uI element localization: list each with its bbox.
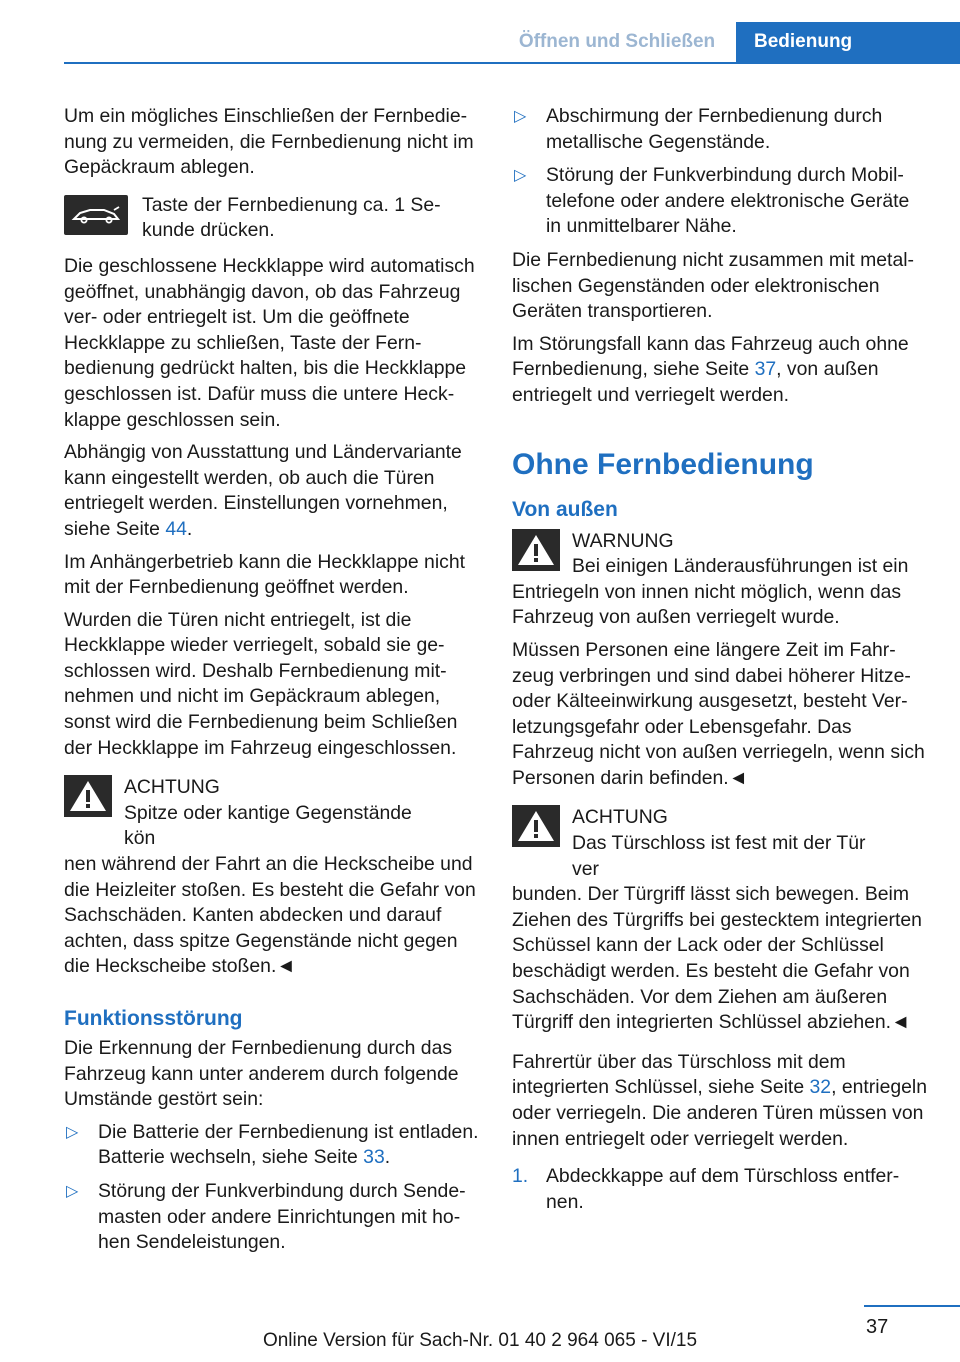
section-heading: Von außen xyxy=(512,497,618,521)
left-column xyxy=(64,104,480,1264)
list-item: ▷ Störung der Funkverbindung durch Sendemasten oder andere Einrichtungen mit hohen Sendeleistungen. xyxy=(64,1179,480,1256)
paragraph: Im Anhängerbetrieb kann die Heckklappe nicht mit der Fernbedienung geöffnet werden. xyxy=(64,550,465,599)
paragraph: Die geschlossene Heckklappe wird automatisch geöffnet, unabhängig davon, ob das Fahrzeug ver- oder entriegelt ist. Um die geöffnete Heckklappe zu schließen, Taste der Fernbedienung gedrückt halten, bis die Heckklappe geschlossen ist. Dafür muss die untere Heckklappe geschlossen sein. xyxy=(64,254,475,431)
page-link-32[interactable]: 32 xyxy=(809,1076,832,1099)
step-item: 1. Abdeckkappe auf dem Türschloss entfernen. xyxy=(512,1164,928,1215)
paragraph: Die Erkennung der Fernbedienung durch das Fahrzeug kann unter anderem durch folgende Umstände gestört sein: xyxy=(64,1037,459,1111)
paragraph: Abhängig von Ausstattung und Ländervariante kann eingestellt werden, ob auch die Türen entriegelt werden. Einstellungen vornehmen, siehe Seite 44. xyxy=(64,441,462,540)
page-number: 37 xyxy=(866,1316,889,1338)
caution-title: ACHTUNG xyxy=(124,776,220,799)
warning-triangle-icon xyxy=(512,805,560,847)
warning-triangle-icon xyxy=(64,775,112,817)
paragraph: Im Störungsfall kann das Fahrzeug auch ohne Fernbedienung, siehe Seite 37, von außen entriegelt und verriegelt werden. xyxy=(512,332,909,406)
page-link-33[interactable]: 33 xyxy=(363,1146,385,1169)
caution-title: ACHTUNG xyxy=(572,806,668,829)
list-item: ▷ Abschirmung der Fernbedienung durch metallische Gegenstände. xyxy=(512,104,928,155)
paragraph: Um ein mögliches Einschließen der Fernbedienung zu vermeiden, die Fernbedienung nicht im Gepäckraum ablegen. xyxy=(64,105,474,179)
footer-version-text: Online Version für Sach-Nr. 01 40 2 964 065 - VI/15 xyxy=(262,1330,698,1351)
step-number: 1. xyxy=(512,1165,529,1188)
section-heading: Funktionsstörung xyxy=(64,1007,243,1030)
remote-key-instruction xyxy=(64,193,480,244)
list-item: ▷ Die Batterie der Fernbedienung ist entladen. Batterie wechseln, siehe Seite 33. xyxy=(64,1120,480,1171)
bullet-triangle-icon: ▷ xyxy=(66,1182,79,1200)
caution-body: nen während der Fahrt an die Heckscheibe und die Heizleiter stoßen. Es besteht die Gefahr von Sachschäden. Kanten abdecken und darauf achten, dass spitze Gegenstände nicht gegen die Heckscheibe stoßen.◄ xyxy=(64,853,476,978)
bullet-triangle-icon: ▷ xyxy=(514,108,527,125)
bullet-triangle-icon: ▷ xyxy=(514,167,527,185)
caution-body: bunden. Der Türgriff lässt sich bewegen. Beim Ziehen des Türgriffs bei gestecktem integrierten Schüssel kann der Lack oder der Schlüssel beschädigt werden. Es besteht die Gefahr von Sachschäden. Vor dem Ziehen am äußeren Türgriff den integrierten Schlüssel abziehen.◄ xyxy=(512,883,922,1034)
warning-body: Entriegeln von innen nicht möglich, wenn das Fahrzeug von außen verriegelt wurde. xyxy=(512,580,902,629)
caution-lead: Das Türschloss ist fest mit der Tür ver xyxy=(572,832,866,880)
warning-body: Müssen Personen eine längere Zeit im Fahrzeug verbringen und sind dabei höherer Hitze- oder Kälteeinwirkung ausgesetzt, besteht Verletzungsgefahr oder Lebensgefahr. Das Fahrzeug nicht von außen verriegeln, wenn sich Personen darin befinden.◄ xyxy=(512,638,925,789)
header-rule xyxy=(64,62,960,64)
warning-triangle-icon xyxy=(512,529,560,571)
caution-lead: Spitze oder kantige Gegenstände kön xyxy=(124,801,412,850)
list-item: ▷ Störung der Funkverbindung durch Mobiltelefone oder andere elektronische Geräte in unmittelbarer Nähe. xyxy=(512,163,928,240)
paragraph: Die Fernbedienung nicht zusammen mit metallischen Gegenständen oder elektronischen Geräten transportieren. xyxy=(512,248,915,323)
page-link-37[interactable]: 37 xyxy=(754,358,777,381)
caution-block xyxy=(512,805,928,1035)
warning-lead: Bei einigen Länderausführungen ist ein xyxy=(572,555,909,578)
warning-title: WARNUNG xyxy=(572,529,674,552)
right-column xyxy=(512,104,928,1223)
paragraph: Fahrertür über das Türschloss mit dem integrierten Schlüssel, siehe Seite 32, entriegeln oder verriegeln. Die anderen Türen müssen von innen entriegelt oder verriegelt werden. xyxy=(512,1050,928,1150)
chapter-heading: Ohne Fernbedienung xyxy=(512,447,814,481)
footer-rule xyxy=(864,1305,960,1307)
header-chapter-tab: Bedienung xyxy=(736,22,960,62)
page-link-44[interactable]: 44 xyxy=(165,517,187,540)
bullet-triangle-icon: ▷ xyxy=(66,1123,79,1141)
warning-block xyxy=(512,529,928,792)
header-section-tab: Öffnen und Schließen xyxy=(498,22,736,62)
caution-block xyxy=(64,775,480,980)
tailgate-key-icon xyxy=(64,195,128,235)
paragraph: Wurden die Türen nicht entriegelt, ist die Heckklappe wieder verriegelt, sobald sie geschlossen wird. Deshalb Fernbedienung mitnehmen und nicht im Gepäckraum ablegen, sonst wird die Fernbedienung beim Schließen der Heckklappe im Fahrzeug eingeschlossen. xyxy=(64,608,458,759)
key-instruction-text: Taste der Fernbedienung ca. 1 Sekunde drücken. xyxy=(142,193,441,242)
